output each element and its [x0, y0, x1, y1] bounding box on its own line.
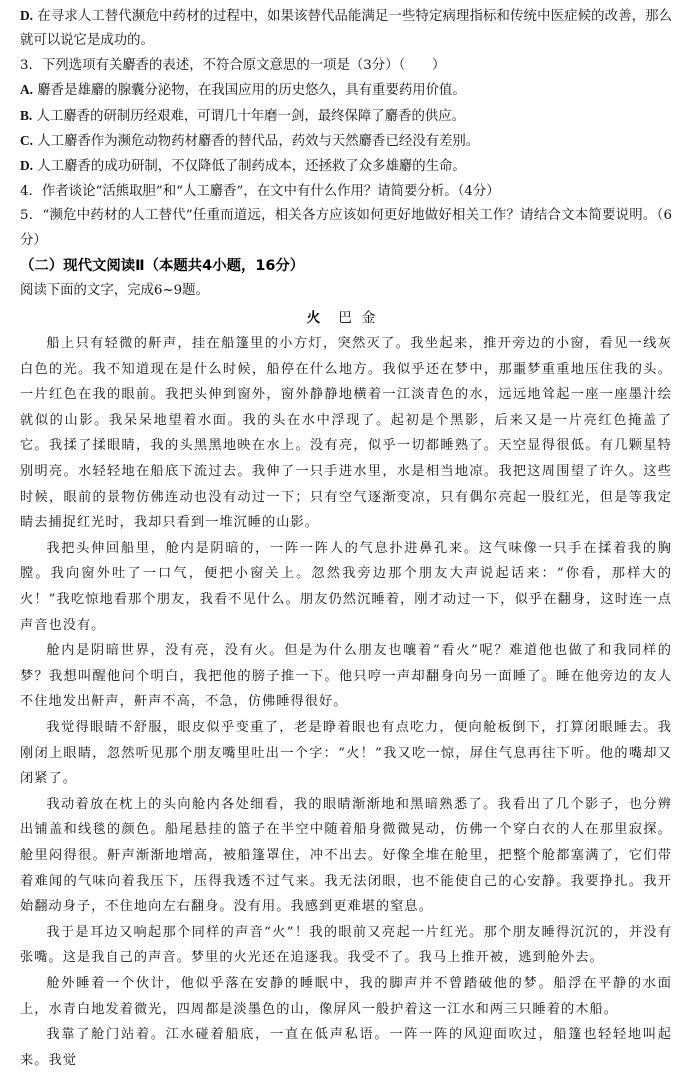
story-paragraph: 舱外睡着一个伙计，他似乎落在安静的睡眠中，我的脚声并不曾踏破他的梦。船浮在平静的水面上，水青白地发着微光，四周都是淡墨色的山，像屏风一般护着这一江水和两三只睡着的木船。	[20, 975, 672, 1017]
option-prefix: D.	[20, 8, 34, 23]
option-prefix: B.	[20, 107, 33, 123]
option-text: 人工麝香的成功研制，不仅降低了制药成本，还拯救了众多雄麝的生命。	[37, 159, 466, 175]
story-author: 巴金	[338, 310, 386, 327]
section-instruction: 阅读下面的文字，完成6~9题。	[20, 283, 209, 299]
story-paragraph: 船上只有轻微的鼾声，挂在船篷里的小方灯，突然灭了。我坐起来，推开旁边的小窗，看见一线灰白色的光。我不知道现在是什么时候，船停在什么地方。我似乎还在梦中，那噩梦重重地压住我的头。一片红色在我的眼前。我把头伸到窗外，窗外静静地横着一江淡青色的水，远远地耸起一座一座墨汁绘就似的山影。我呆呆地望着水面。我的头在水中浮现了。起初是个黑影，后来又是一片亮红色掩盖了它。我揉了揉眼睛，我的头黑黑地映在水上。没有亮，似乎一切都睡熟了。天空显得很低。有几颗星特别明亮。水轻轻地在船底下流过去。我伸了一只手进水里，水是相当地凉。我把这周围望了许久。这些时候，眼前的景物仿佛连动也没有动过一下；只有空气逐渐变凉，只有偶尔亮起一股红光，但是等我定睛去捕捉红光时，我却只看到一堆沉睡的山影。	[20, 336, 672, 531]
story-paragraph: 我觉得眼睛不舒服，眼皮似乎变重了，老是睁着眼也有点吃力，便向舱板倒下，打算闭眼睡去。我刚闭上眼睛，忽然听见那个朋友嘴里吐出一个字：“火！”我又吃一惊，屏住气息再往下听。他的嘴却又闭紧了。	[20, 719, 672, 787]
questions-block	[0, 0, 692, 253]
q3-stem: 3．下列选项有关麝香的表述，不符合原文意思的一项是（3分）（ ）	[20, 57, 446, 73]
q3-option-a	[20, 78, 672, 103]
story-title-line	[0, 305, 692, 331]
q2-option-d	[20, 4, 672, 54]
story-paragraph: 我于是耳边又响起那个同样的声音“火”！我的眼前又亮起一片红光。那个朋友睡得沉沉的，并没有张嘴。这是我自己的声音。梦里的火光还在追逐我。我受不了。我马上推开被，逃到舱外去。	[20, 924, 672, 966]
q3-option-c	[20, 129, 672, 154]
option-text: 人工麝香的研制历经艰难，可谓几十年磨一剑，最终保障了麝香的供应。	[36, 108, 466, 124]
q3-option-d	[20, 154, 672, 179]
option-text: 人工麝香作为濒危动物药材麝香的替代品，药效与天然麝香已经没有差别。	[37, 134, 480, 150]
option-prefix: C.	[20, 133, 34, 149]
section-heading: （二）现代文阅读Ⅱ（本题共4小题，16分）	[20, 258, 305, 275]
story-paragraph: 我动着放在枕上的头向舱内各处细看，我的眼睛渐渐地和黑暗熟悉了。我看出了几个影子，也分辨出铺盖和线毯的颜色。船尾悬挂的篮子在半空中随着船身微微晃动，仿佛一个穿白衣的人在那里寂探。舱里闷得很。鼾声渐渐地增高，被船篷罩住，冲不出去。好像全堆在舱里，把整个舱都塞满了，它们带着难闻的气味向着我压下，压得我透不过气来。我无法闭眼，也不能使自己的心安静。我要挣扎。我开始翻动身子，不住地向左右翻身。没有用。我感到更难堪的窒息。	[20, 796, 672, 915]
option-text: 麝香是雄麝的腺囊分泌物，在我国应用的历史悠久，具有重要药用价值。	[37, 83, 466, 99]
story-paragraph: 我靠了舱门站着。江水碰着船底，一直在低声私语。一阵一阵的风迎面吹过，船篷也轻轻地叫起来。我觉	[20, 1027, 672, 1068]
q3-option-b	[20, 104, 672, 129]
story-paragraph: 我把头伸回船里，舱内是阴暗的，一阵一阵人的气息扑进鼻孔来。这气味像一只手在揉着我的胸膛。我向窗外吐了一口气，便把小窗关上。忽然我旁边那个朋友大声说起话来：“你看，那样大的火！”我吃惊地看那个朋友，我看不见什么。朋友仍然沉睡着，刚才动过一下，似乎在翻身，这时连一点声音也没有。	[20, 540, 672, 633]
question-5: 5．“濒危中药材的人工替代”任重而道远，相关各方应该如何更好地做好相关工作？请结合文本简要说明。（6分）	[20, 208, 672, 248]
story-paragraph: 舱内是阴暗世界，没有亮，没有火。但是为什么朋友也嚷着“看火”呢？难道他也做了和我同样的梦？我想叫醒他问个明白，我把他的膀子推一下。他只哼一声却翻身向另一面睡了。睡在他旁边的友人不住地发出鼾声，鼾声不高，不急，仿佛睡得很好。	[20, 643, 672, 710]
option-text: 在寻求人工替代濒危中药材的过程中，如果该替代品能满足一些特定病理指标和传统中医症候的改善，那么就可以说它是成功的。	[20, 9, 672, 49]
story-title: 火	[306, 310, 321, 327]
story-body	[20, 331, 672, 1073]
question-4: 4．作者谈论“活熊取胆”和“人工麝香”，在文中有什么作用？请简要分析。（4分）	[20, 183, 500, 199]
option-prefix: D.	[20, 158, 34, 174]
option-prefix: A.	[20, 82, 34, 98]
